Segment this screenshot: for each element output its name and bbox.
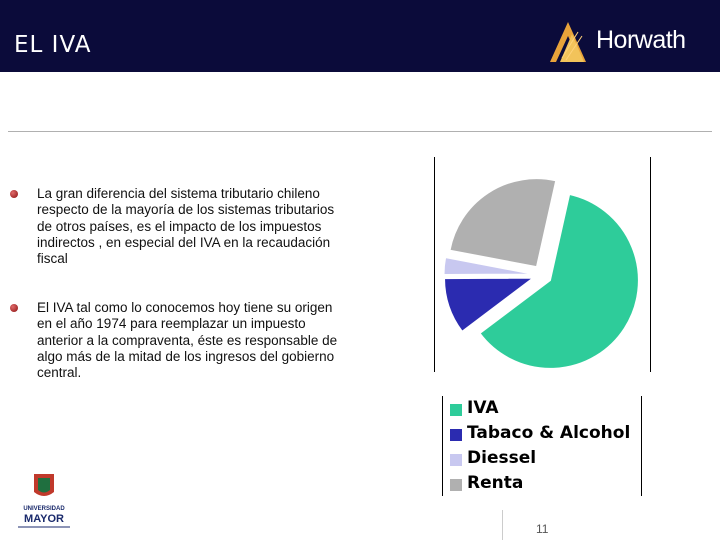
- pie-chart: [434, 157, 650, 372]
- page-title: EL IVA: [14, 32, 92, 58]
- legend-swatch: [450, 479, 462, 491]
- legend-swatch: [450, 454, 462, 466]
- legend-label: Diessel: [467, 448, 537, 468]
- bullet-text: El IVA tal como lo conocemos hoy tiene su origen en el año 1974 para reemplazar un impuesto anterior a la compraventa, éste es responsable de algo más de la mitad de los ingresos del gobierno central.: [37, 300, 338, 381]
- footer-divider: [502, 510, 503, 540]
- divider: [8, 131, 712, 132]
- header-bar: [0, 0, 720, 72]
- pie-slice-renta: [450, 179, 556, 267]
- university-logo-top: UNIVERSIDAD: [23, 506, 65, 512]
- legend-label: Tabaco & Alcohol: [467, 423, 631, 443]
- brand-name: Horwath: [596, 26, 686, 54]
- chart-legend: [442, 396, 642, 496]
- bullet-text: La gran diferencia del sistema tributario chileno respecto de la mayoría de los sistemas tributarios de otros países, es el impacto de los impuestos indirectos , en especial del IVA en la recaudación fiscal: [37, 186, 335, 267]
- page-number: 11: [536, 522, 549, 536]
- university-logo-icon: [14, 470, 74, 532]
- university-logo-bottom: MAYOR: [24, 513, 64, 525]
- legend-swatch: [450, 404, 462, 416]
- legend-swatch: [450, 429, 462, 441]
- legend-label: Renta: [467, 473, 524, 493]
- chart-frame-right: [650, 157, 651, 372]
- bullet-icon: [10, 304, 18, 312]
- bullet-icon: [10, 190, 18, 198]
- legend-label: IVA: [467, 398, 499, 418]
